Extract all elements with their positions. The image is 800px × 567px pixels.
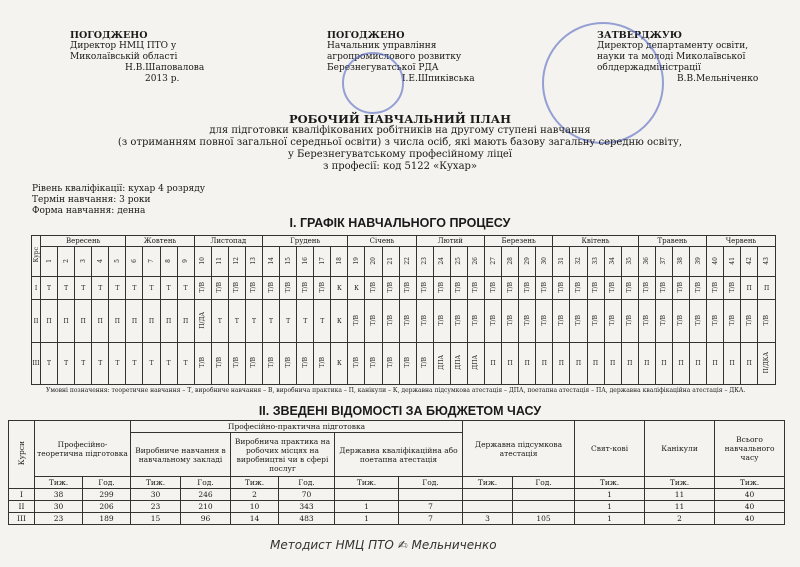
title-main: РОБОЧИЙ НАВЧАЛЬНИЙ ПЛАН: [288, 112, 512, 126]
week-number: 2: [58, 247, 75, 277]
approval-line: Директор НМЦ ПТО у: [70, 41, 177, 51]
budget-cell: 23: [131, 501, 181, 513]
schedule-legend: Умовні позначення: теоретичне навчання – Т, виробниче навчання – В, виробнича практика – П, канікули – К, державна підсумкова атестація – ДПА, поетапна атестація – ПА, державна кваліфікаційна атестація – ДКА.: [46, 387, 746, 394]
schedule-cell: Т/В: [348, 343, 365, 385]
budget-cell: 246: [181, 489, 231, 501]
budget-cell: 206: [83, 501, 131, 513]
budget-cell: 40: [715, 501, 785, 513]
handwritten-signature: Методист НМЦ ПТО ✍ Мельниченко: [270, 538, 497, 552]
schedule-row: [32, 277, 776, 300]
schedule-cell: Т/В: [689, 277, 706, 300]
schedule-cell: Т/В: [638, 300, 655, 343]
schedule-cell: Т/В: [467, 300, 484, 343]
schedule-cell: Т/В: [519, 277, 536, 300]
budget-cell: [335, 489, 399, 501]
budget-row: [9, 501, 785, 513]
budget-cell: 189: [83, 513, 131, 525]
month-header: Вересень: [41, 236, 126, 247]
schedule-cell: Т/В: [194, 277, 211, 300]
schedule-cell: Т/В: [485, 277, 502, 300]
schedule-cell: Т/В: [365, 277, 382, 300]
course-number: I: [9, 489, 35, 501]
approval-heading: ПОГОДЖЕНО: [70, 30, 148, 41]
budget-cell: 3: [463, 513, 513, 525]
schedule-cell: Т/В: [382, 300, 399, 343]
study-duration: Термін навчання: 3 роки: [32, 195, 151, 205]
approval-heading: ЗАТВЕРДЖУЮ: [597, 30, 682, 41]
schedule-cell: Т/В: [399, 343, 416, 385]
schedule-cell: Т/В: [399, 277, 416, 300]
schedule-cell: Т/В: [741, 300, 758, 343]
schedule-cell: Т: [280, 300, 297, 343]
schedule-cell: Т/В: [211, 343, 228, 385]
week-number: 28: [502, 247, 519, 277]
schedule-cell: Т: [126, 343, 143, 385]
budget-cell: 30: [131, 489, 181, 501]
schedule-cell: Т: [160, 343, 177, 385]
unit-weeks: Тиж.: [575, 477, 645, 489]
schedule-cell: Т: [75, 277, 92, 300]
header-state-qual: Державна кваліфікаційна або поетапна атестація: [335, 433, 463, 477]
header-prod-practice: Виробнича практика на робочих місцях на виробництві чи в сфері послуг: [231, 433, 335, 477]
budget-cell: 7: [399, 501, 463, 513]
schedule-cell: Т/В: [280, 343, 297, 385]
week-number: 24: [433, 247, 450, 277]
title-line: (з отриманням повної загальної середньої освіти) з числа осіб, які мають базову загальну середню освіту,: [117, 137, 683, 148]
schedule-cell: Т/В: [297, 343, 314, 385]
budget-cell: 1: [575, 513, 645, 525]
schedule-cell: П: [92, 300, 109, 343]
unit-hours: Год.: [513, 477, 575, 489]
budget-cell: 1: [335, 513, 399, 525]
budget-cell: 1: [575, 501, 645, 513]
schedule-cell: П: [519, 343, 536, 385]
schedule-cell: П: [143, 300, 160, 343]
schedule-cell: Т/В: [655, 277, 672, 300]
budget-row: [9, 489, 785, 501]
budget-cell: [513, 489, 575, 501]
schedule-cell: ДПА: [433, 343, 450, 385]
schedule-cell: Т/В: [536, 277, 553, 300]
course-number: II: [32, 300, 41, 343]
schedule-cell: П: [553, 343, 570, 385]
schedule-cell: Т: [143, 277, 160, 300]
course-number: III: [32, 343, 41, 385]
schedule-cell: Т/В: [570, 300, 587, 343]
week-number: 27: [485, 247, 502, 277]
month-header: Червень: [707, 236, 776, 247]
month-header: Січень: [348, 236, 416, 247]
schedule-cell: Т/В: [228, 277, 245, 300]
schedule-cell: Т/В: [211, 277, 228, 300]
schedule-cell: Т/В: [450, 300, 467, 343]
schedule-cell: Т/В: [416, 277, 433, 300]
schedule-cell: Т/В: [399, 300, 416, 343]
week-number: 17: [314, 247, 331, 277]
schedule-cell: Т: [177, 343, 194, 385]
approval-line: облдержадміністрації: [597, 63, 701, 73]
header-practical: Професійно-практична підготовка: [131, 421, 463, 433]
schedule-cell: Т/В: [604, 300, 621, 343]
schedule-cell: Т/В: [587, 300, 604, 343]
approval-line: І.Е.Шпиківська: [402, 74, 475, 84]
week-number: 37: [655, 247, 672, 277]
schedule-cell: Т/В: [672, 277, 689, 300]
week-number: 15: [280, 247, 297, 277]
schedule-cell: Т/В: [314, 343, 331, 385]
schedule-cell: Т/В: [724, 277, 741, 300]
schedule-cell: Т/В: [245, 343, 262, 385]
schedule-cell: Т: [263, 300, 280, 343]
schedule-cell: Т/В: [502, 277, 519, 300]
week-number: 13: [245, 247, 262, 277]
schedule-cell: П: [75, 300, 92, 343]
budget-cell: [513, 501, 575, 513]
week-number: 22: [399, 247, 416, 277]
schedule-cell: П: [126, 300, 143, 343]
header-holidays: Свят-кові: [575, 421, 645, 477]
budget-cell: 2: [231, 489, 279, 501]
title-profession: з професії: код 5122 «Кухар»: [322, 161, 478, 172]
schedule-cell: Т/В: [297, 277, 314, 300]
schedule-cell: Т/В: [587, 277, 604, 300]
month-header: Грудень: [263, 236, 348, 247]
approval-line: Н.В.Шаповалова: [125, 63, 205, 73]
schedule-cell: П: [672, 343, 689, 385]
schedule-cell: Т: [92, 343, 109, 385]
approval-line: науки та молоді Миколаївської: [597, 52, 746, 62]
budget-cell: [399, 489, 463, 501]
budget-cell: [463, 489, 513, 501]
budget-cell: 40: [715, 513, 785, 525]
week-number: 31: [553, 247, 570, 277]
course-header: Курс: [32, 236, 41, 277]
schedule-cell: Т: [143, 343, 160, 385]
schedule-row: [32, 300, 776, 343]
unit-weeks: Тиж.: [645, 477, 715, 489]
week-number: 25: [450, 247, 467, 277]
budget-cell: 30: [35, 501, 83, 513]
unit-hours: Год.: [399, 477, 463, 489]
schedule-cell: К: [348, 277, 365, 300]
month-header: Квітень: [553, 236, 638, 247]
budget-cell: 7: [399, 513, 463, 525]
week-number: 36: [638, 247, 655, 277]
month-header: Лютий: [416, 236, 484, 247]
schedule-cell: Т/В: [280, 277, 297, 300]
schedule-cell: Т/В: [621, 300, 638, 343]
schedule-cell: П: [707, 343, 724, 385]
week-number: 4: [92, 247, 109, 277]
schedule-cell: Т/В: [382, 343, 399, 385]
week-number: 19: [348, 247, 365, 277]
schedule-cell: П: [177, 300, 194, 343]
schedule-cell: П: [621, 343, 638, 385]
schedule-cell: ДПА: [467, 343, 484, 385]
section-title-schedule: І. ГРАФІК НАВЧАЛЬНОГО ПРОЦЕСУ: [289, 216, 511, 230]
section-title-budget: ІІ. ЗВЕДЕНІ ВІДОМОСТІ ЗА БЮДЖЕТОМ ЧАСУ: [258, 404, 542, 418]
budget-cell: 343: [279, 501, 335, 513]
week-number: 12: [228, 247, 245, 277]
schedule-cell: П: [58, 300, 75, 343]
approval-line: Березнегуватської РДА: [327, 63, 439, 73]
week-number: 32: [570, 247, 587, 277]
schedule-cell: П: [536, 343, 553, 385]
budget-cell: 105: [513, 513, 575, 525]
week-number: 39: [689, 247, 706, 277]
week-number: 7: [143, 247, 160, 277]
budget-cell: 40: [715, 489, 785, 501]
week-number: 26: [467, 247, 484, 277]
budget-cell: 15: [131, 513, 181, 525]
budget-cell: 96: [181, 513, 231, 525]
unit-hours: Год.: [279, 477, 335, 489]
unit-hours: Год.: [83, 477, 131, 489]
schedule-cell: Т/В: [365, 300, 382, 343]
schedule-cell: Т/В: [314, 277, 331, 300]
schedule-cell: Т: [41, 343, 58, 385]
approval-line: агропромислового розвитку: [327, 52, 462, 62]
budget-cell: 210: [181, 501, 231, 513]
week-number: 42: [741, 247, 758, 277]
schedule-cell: Т: [58, 343, 75, 385]
study-form: Форма навчання: денна: [32, 206, 146, 216]
course-number: III: [9, 513, 35, 525]
budget-cell: 11: [645, 501, 715, 513]
schedule-cell: Т/В: [433, 277, 450, 300]
official-stamp: [342, 52, 404, 114]
approval-line: Директор департаменту освіти,: [597, 41, 749, 51]
week-number: 6: [126, 247, 143, 277]
month-header: Жовтень: [126, 236, 194, 247]
schedule-cell: ДПА: [450, 343, 467, 385]
approval-line: 2013 р.: [145, 74, 180, 84]
title-line: у Березнегуватському професійному ліцеї: [287, 149, 512, 160]
schedule-cell: Т: [58, 277, 75, 300]
schedule-cell: К: [331, 277, 348, 300]
budget-cell: 70: [279, 489, 335, 501]
document-title: [0, 113, 800, 173]
schedule-cell: Т/В: [263, 277, 280, 300]
schedule-cell: Т: [228, 300, 245, 343]
title-line: для підготовки кваліфікованих робітників на другому ступені навчання: [209, 125, 591, 136]
budget-cell: [463, 501, 513, 513]
month-header: Листопад: [194, 236, 262, 247]
schedule-cell: П: [109, 300, 126, 343]
week-number: 41: [724, 247, 741, 277]
schedule-cell: П: [741, 343, 758, 385]
week-number: 8: [160, 247, 177, 277]
week-number: 18: [331, 247, 348, 277]
month-header: Березень: [485, 236, 553, 247]
budget-row: [9, 513, 785, 525]
course-number: II: [9, 501, 35, 513]
header-course: Курси: [9, 421, 35, 489]
schedule-cell: Т: [297, 300, 314, 343]
schedule-cell: П: [741, 277, 758, 300]
schedule-cell: П: [570, 343, 587, 385]
schedule-row: [32, 343, 776, 385]
week-number: 5: [109, 247, 126, 277]
schedule-cell: Т: [314, 300, 331, 343]
schedule-cell: Т/В: [519, 300, 536, 343]
budget-cell: 38: [35, 489, 83, 501]
schedule-cell: Т: [41, 277, 58, 300]
schedule-cell: Т/В: [621, 277, 638, 300]
week-number: 38: [672, 247, 689, 277]
week-number: 14: [263, 247, 280, 277]
schedule-cell: Т: [245, 300, 262, 343]
week-number: 1: [41, 247, 58, 277]
schedule-cell: К: [331, 300, 348, 343]
qualification-level: Рівень кваліфікації: кухар 4 розряду: [32, 184, 206, 194]
week-number: 10: [194, 247, 211, 277]
schedule-cell: Т: [75, 343, 92, 385]
budget-cell: 10: [231, 501, 279, 513]
schedule-cell: Т/В: [689, 300, 706, 343]
week-number: 29: [519, 247, 536, 277]
unit-hours: Год.: [181, 477, 231, 489]
budget-cell: 23: [35, 513, 83, 525]
schedule-cell: Т/В: [348, 300, 365, 343]
schedule-cell: Т/В: [467, 277, 484, 300]
program-meta: [32, 184, 205, 217]
week-number: 35: [621, 247, 638, 277]
schedule-cell: Т/В: [655, 300, 672, 343]
budget-cell: 11: [645, 489, 715, 501]
schedule-cell: Т/В: [228, 343, 245, 385]
schedule-cell: П: [587, 343, 604, 385]
week-number: 43: [758, 247, 776, 277]
header-vacation: Канікули: [645, 421, 715, 477]
schedule-cell: К: [331, 343, 348, 385]
week-number: 11: [211, 247, 228, 277]
schedule-cell: П/ДКА: [758, 343, 776, 385]
schedule-cell: Т/В: [758, 300, 776, 343]
budget-table: [8, 420, 785, 525]
approval-line: В.В.Мельніченко: [677, 74, 759, 84]
month-header: Травень: [638, 236, 706, 247]
schedule-cell: П: [41, 300, 58, 343]
schedule-cell: П: [502, 343, 519, 385]
budget-cell: 299: [83, 489, 131, 501]
schedule-cell: Т/В: [263, 343, 280, 385]
week-number: 34: [604, 247, 621, 277]
unit-weeks: Тиж.: [715, 477, 785, 489]
schedule-cell: П: [604, 343, 621, 385]
schedule-cell: П: [758, 277, 776, 300]
week-number: 20: [365, 247, 382, 277]
budget-cell: 14: [231, 513, 279, 525]
approval-line: Начальник управління: [327, 41, 437, 51]
approval-heading: ПОГОДЖЕНО: [327, 30, 405, 41]
unit-weeks: Тиж.: [335, 477, 399, 489]
schedule-cell: Т: [109, 277, 126, 300]
unit-weeks: Тиж.: [231, 477, 279, 489]
header-total: Всього навчального часу: [715, 421, 785, 477]
schedule-cell: Т/В: [365, 343, 382, 385]
schedule-cell: Т/В: [433, 300, 450, 343]
schedule-cell: Т/В: [194, 343, 211, 385]
header-state-final: Державна підсумкова атестація: [463, 421, 575, 477]
schedule-cell: Т/В: [553, 300, 570, 343]
week-number: 21: [382, 247, 399, 277]
schedule-cell: Т/В: [382, 277, 399, 300]
schedule-cell: Т/В: [570, 277, 587, 300]
schedule-cell: П: [160, 300, 177, 343]
schedule-cell: Т: [160, 277, 177, 300]
week-number: 16: [297, 247, 314, 277]
schedule-cell: Т/В: [416, 343, 433, 385]
header-theory: Професійно-теоретична підготовка: [35, 421, 131, 477]
week-number: 33: [587, 247, 604, 277]
budget-cell: 1: [575, 489, 645, 501]
approval-block-1: [70, 30, 240, 85]
week-number: 3: [75, 247, 92, 277]
schedule-cell: П: [655, 343, 672, 385]
schedule-cell: Т: [126, 277, 143, 300]
schedule-cell: Т: [109, 343, 126, 385]
schedule-cell: Т/В: [707, 300, 724, 343]
schedule-table: [31, 235, 776, 385]
schedule-cell: Т/В: [502, 300, 519, 343]
schedule-cell: П: [724, 343, 741, 385]
schedule-cell: П: [689, 343, 706, 385]
budget-cell: 483: [279, 513, 335, 525]
course-number: I: [32, 277, 41, 300]
week-number: 40: [707, 247, 724, 277]
schedule-cell: Т/В: [536, 300, 553, 343]
week-number: 30: [536, 247, 553, 277]
schedule-cell: Т: [177, 277, 194, 300]
schedule-cell: Т: [211, 300, 228, 343]
schedule-cell: Т: [92, 277, 109, 300]
schedule-cell: Т/В: [450, 277, 467, 300]
schedule-cell: Т/В: [553, 277, 570, 300]
approval-line: Миколаївській області: [70, 52, 178, 62]
week-number: 9: [177, 247, 194, 277]
schedule-cell: Т/В: [724, 300, 741, 343]
schedule-cell: П/ДА: [194, 300, 211, 343]
schedule-cell: Т/В: [245, 277, 262, 300]
schedule-cell: Т/В: [707, 277, 724, 300]
header-prod-training: Виробниче навчання в навчальному закладі: [131, 433, 231, 477]
unit-weeks: Тиж.: [35, 477, 83, 489]
budget-cell: 2: [645, 513, 715, 525]
schedule-cell: Т/В: [672, 300, 689, 343]
week-number: 23: [416, 247, 433, 277]
schedule-cell: Т/В: [604, 277, 621, 300]
unit-weeks: Тиж.: [463, 477, 513, 489]
schedule-cell: Т/В: [416, 300, 433, 343]
schedule-cell: П: [485, 343, 502, 385]
schedule-cell: Т/В: [638, 277, 655, 300]
unit-weeks: Тиж.: [131, 477, 181, 489]
budget-cell: 1: [335, 501, 399, 513]
schedule-cell: П: [638, 343, 655, 385]
schedule-cell: Т/В: [485, 300, 502, 343]
